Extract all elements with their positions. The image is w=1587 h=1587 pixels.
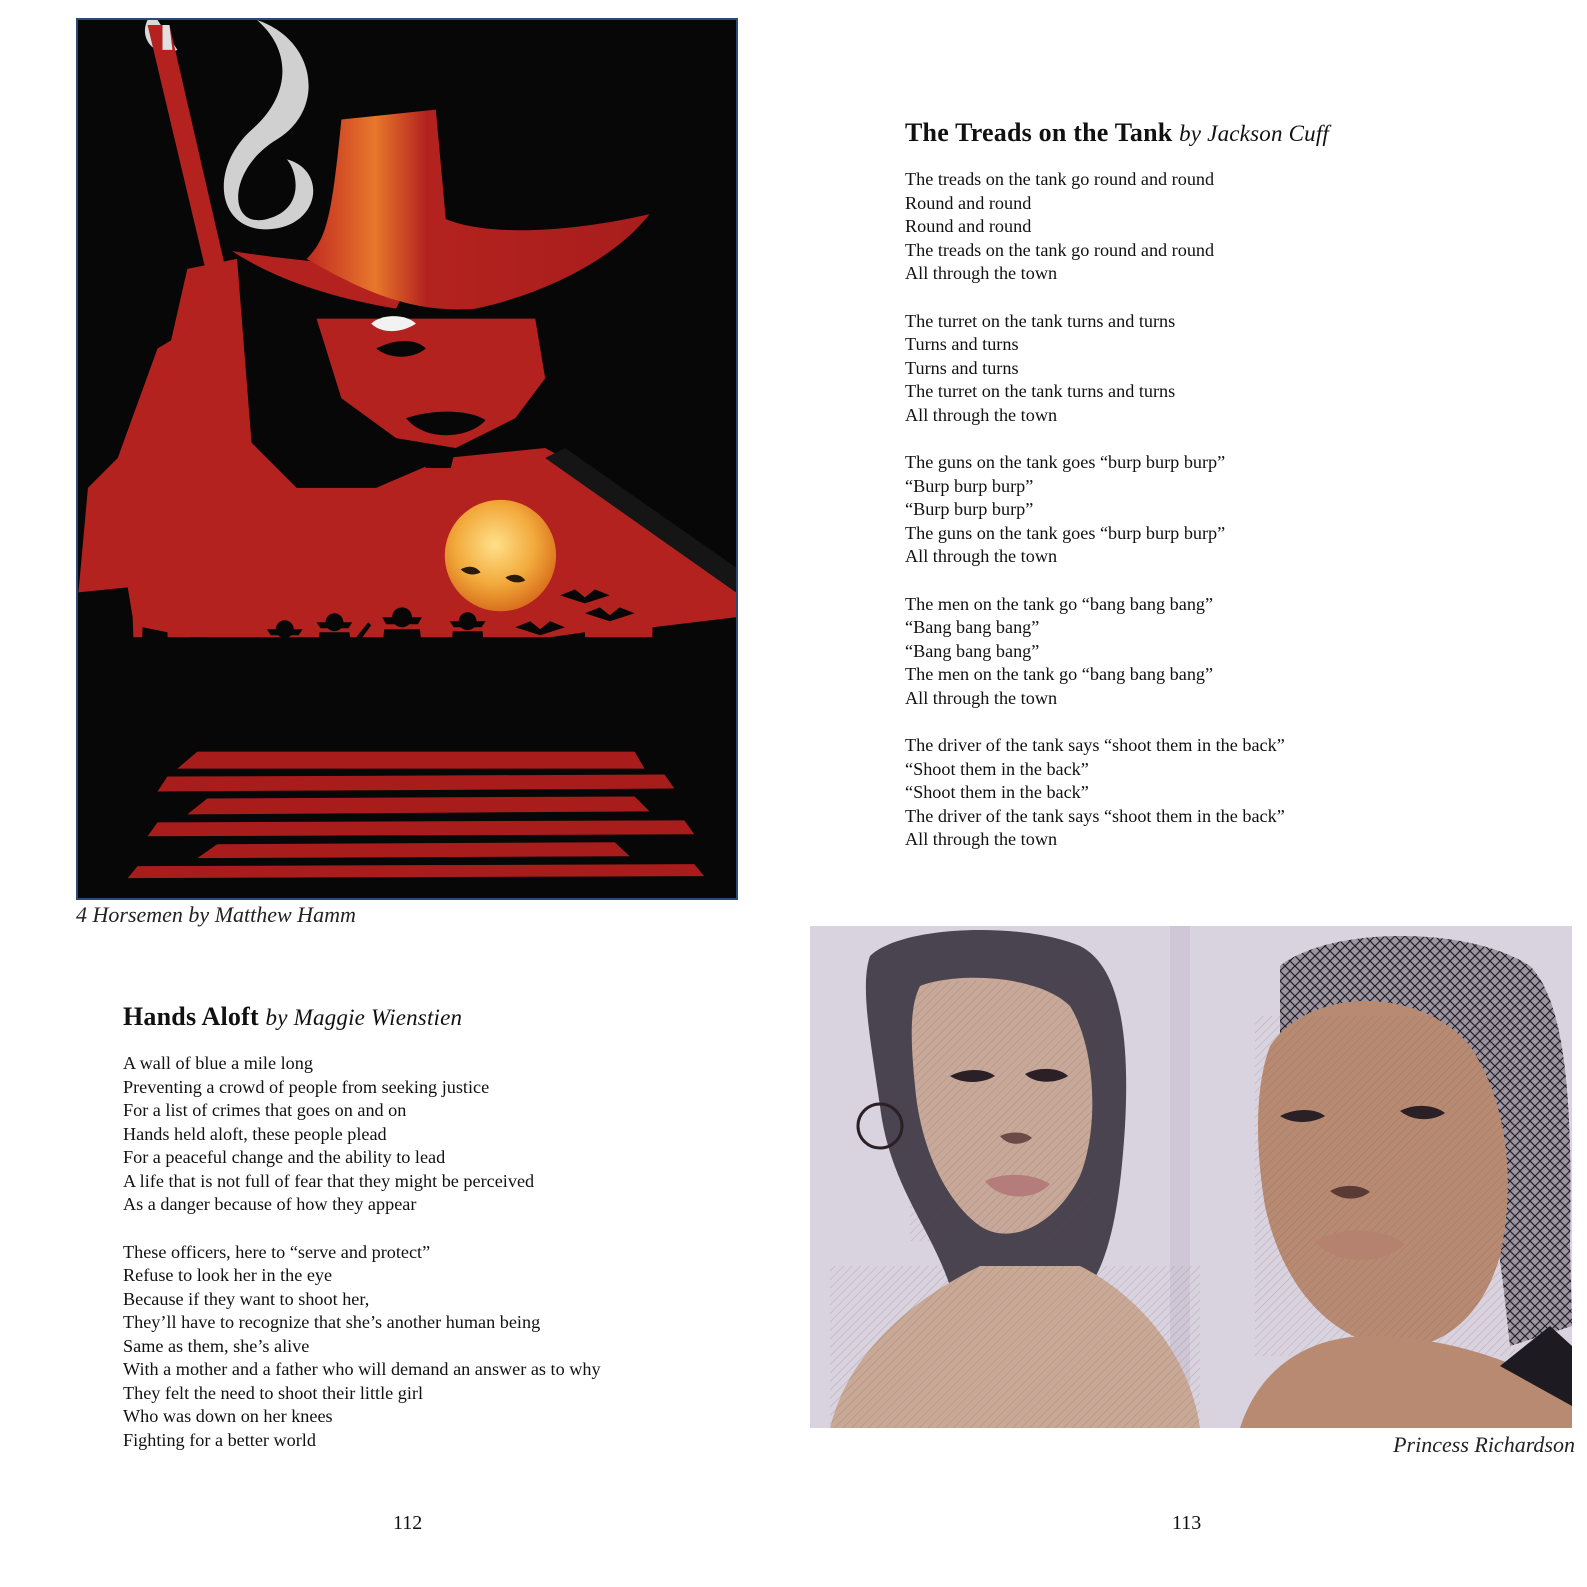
poem-line: Same as them, she’s alive	[123, 1335, 310, 1356]
stanza	[905, 734, 1329, 852]
poem-hands-aloft	[123, 1002, 601, 1476]
stanza	[123, 1241, 601, 1453]
poem-line: For a peaceful change and the ability to lead	[123, 1147, 446, 1167]
cowboy-poster-illustration	[78, 20, 736, 898]
stanza	[905, 451, 1329, 569]
poem-line: The turret on the tank turns and turns	[905, 310, 1176, 331]
poem-line: The guns on the tank goes “burp burp burp”	[905, 522, 1226, 543]
stanza	[123, 1052, 601, 1217]
poem-line: Round and round	[905, 192, 1032, 213]
poem-line: Because if they want to shoot her,	[123, 1288, 370, 1309]
poem-line: They’ll have to recognize that she’s another human being	[123, 1312, 541, 1332]
poem-line: Fighting for a better world	[123, 1429, 316, 1450]
artwork-caption-left: 4 Horsemen by Matthew Hamm	[76, 902, 356, 927]
poem-title	[123, 1002, 601, 1032]
poem-treads-on-the-tank	[905, 118, 1329, 876]
poem-line: Refuse to look her in the eye	[123, 1265, 333, 1285]
poem-byline: by Jackson Cuff	[1179, 121, 1330, 146]
poem-line: Hands held aloft, these people plead	[123, 1123, 387, 1144]
poem-title	[905, 118, 1329, 148]
poem-line: “Shoot them in the back”	[905, 758, 1089, 779]
stanza	[905, 168, 1329, 286]
poem-line: As a danger because of how they appear	[123, 1194, 417, 1214]
poem-line: All through the town	[905, 404, 1058, 425]
poem-line: “Bang bang bang”	[905, 640, 1040, 661]
poem-title-text: The Treads on the Tank	[905, 118, 1173, 147]
poem-line: “Shoot them in the back”	[905, 782, 1089, 802]
stanza	[905, 310, 1329, 428]
poem-line: “Burp burp burp”	[905, 499, 1034, 519]
poem-line: With a mother and a father who will demand an answer as to why	[123, 1359, 601, 1379]
page-number-right: 113	[1172, 1512, 1202, 1534]
stanza	[905, 593, 1329, 711]
poem-line: All through the town	[905, 829, 1058, 849]
poem-line: All through the town	[905, 263, 1058, 283]
poem-line: “Burp burp burp”	[905, 475, 1034, 496]
poem-line: The treads on the tank go round and round	[905, 169, 1215, 189]
poem-line: A wall of blue a mile long	[123, 1053, 313, 1073]
poem-line: The treads on the tank go round and round	[905, 239, 1215, 260]
poem-title-text: Hands Aloft	[123, 1002, 259, 1031]
page-number-left: 112	[393, 1512, 423, 1534]
artwork-portraits	[810, 926, 1572, 1428]
poem-line: Round and round	[905, 216, 1032, 236]
poem-line: Who was down on her knees	[123, 1406, 333, 1426]
poem-line: The turret on the tank turns and turns	[905, 381, 1176, 401]
poem-line: These officers, here to “serve and protect”	[123, 1241, 431, 1262]
artwork-4-horsemen	[76, 18, 738, 900]
poem-line: The driver of the tank says “shoot them in the back”	[905, 735, 1285, 755]
two-portraits-drawing	[810, 926, 1572, 1428]
poem-line: They felt the need to shoot their little girl	[123, 1382, 424, 1403]
poem-line: All through the town	[905, 687, 1058, 708]
poem-line: Turns and turns	[905, 334, 1019, 354]
poem-line: Turns and turns	[905, 357, 1019, 378]
poem-byline: by Maggie Wienstien	[265, 1005, 463, 1030]
poem-line: A life that is not full of fear that they might be perceived	[123, 1170, 535, 1191]
artwork-caption-right: Princess Richardson	[1393, 1432, 1575, 1457]
poem-line: The men on the tank go “bang bang bang”	[905, 664, 1214, 684]
poem-line: The men on the tank go “bang bang bang”	[905, 593, 1214, 614]
poem-line: “Bang bang bang”	[905, 617, 1040, 637]
poem-line: The driver of the tank says “shoot them in the back”	[905, 805, 1285, 826]
poem-line: The guns on the tank goes “burp burp burp”	[905, 452, 1226, 472]
poem-line: For a list of crimes that goes on and on	[123, 1100, 407, 1120]
poem-line: Preventing a crowd of people from seeking justice	[123, 1076, 490, 1097]
poem-line: All through the town	[905, 546, 1058, 566]
